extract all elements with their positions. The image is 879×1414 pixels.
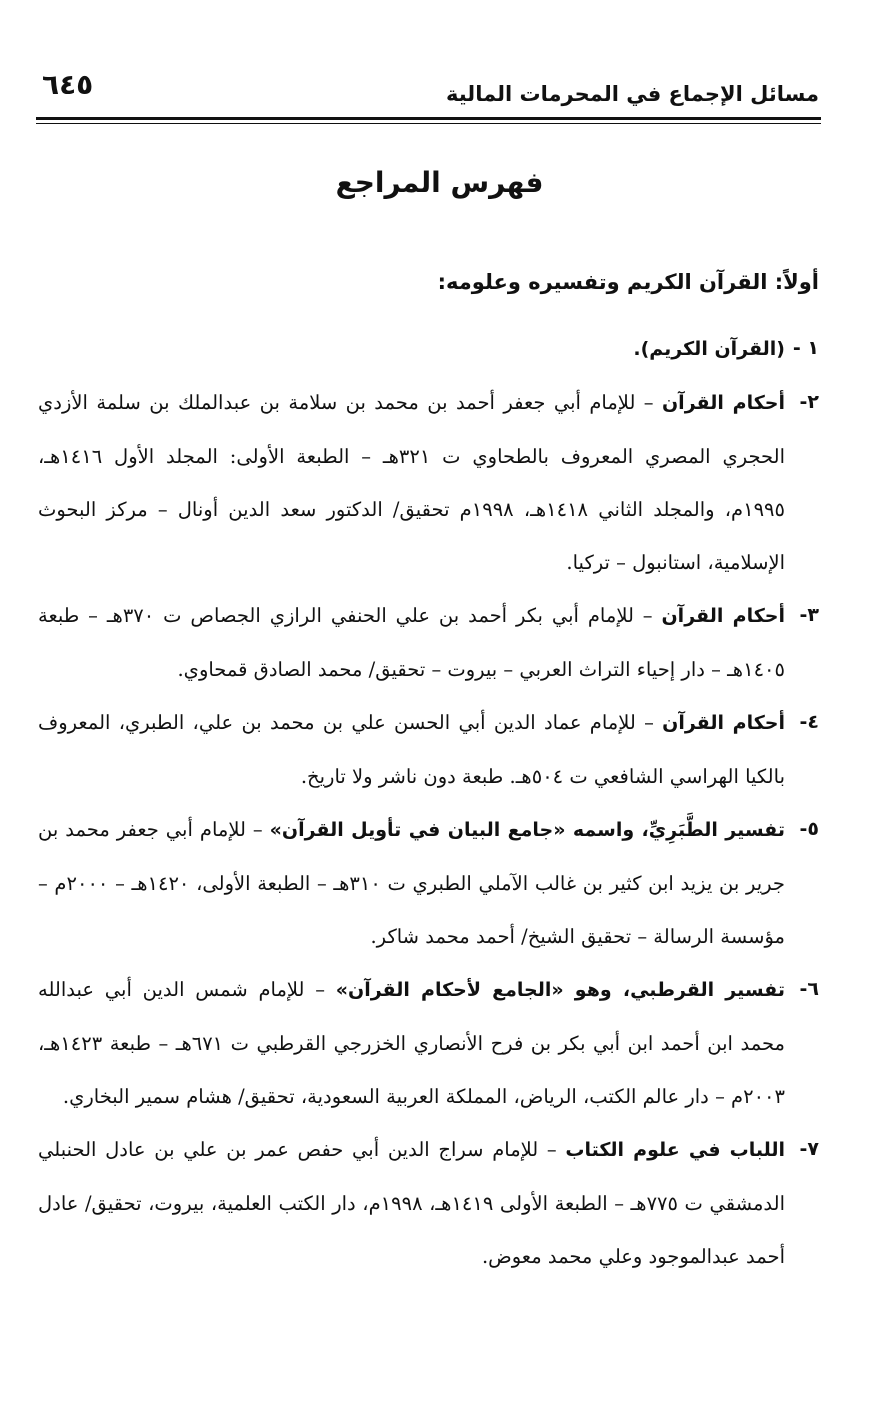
entry-title: أحكام القرآن xyxy=(662,712,785,734)
reference-entry xyxy=(38,322,819,376)
header-rule-thin xyxy=(36,123,821,124)
entry-number: ٥- xyxy=(799,818,819,840)
reference-entry xyxy=(38,1123,819,1283)
page-number: ٦٤٥ xyxy=(42,68,94,101)
header-rule xyxy=(36,117,821,120)
entry-body: – للإمام أبي جعفر أحمد بن محمد بن سلامة بن عبدالملك بن سلمة الأزدي الحجري المصري المعروف بالطحاوي ت ٣٢١هـ – الطبعة الأولى: المجلد الأول ١٤١٦هـ، ١٩٩٥م، والمجلد الثاني ١٤١٨هـ، ١٩٩٨م تحقيق/ الدكتور سعد الدين أونال – مركز البحوث الإسلامية، استانبول – تركيا. xyxy=(38,391,785,574)
entry-number: ٤- xyxy=(799,711,819,733)
entry-body: – للإمام عماد الدين أبي الحسن علي بن محمد بن علي، الطبري، المعروف بالكيا الهراسي الشافعي ت ٥٠٤هـ. طبعة دون ناشر ولا تاريخ. xyxy=(38,711,785,788)
entry-title: (القرآن الكريم). xyxy=(633,338,785,360)
entry-title: تفسير الطَّبَرِيِّ، واسمه «جامع البيان في تأويل القرآن» xyxy=(269,819,785,841)
entry-number: ٣- xyxy=(799,604,819,626)
entry-number: ١ - xyxy=(792,337,819,359)
entry-title: تفسير القرطبي، وهو «الجامع لأحكام القرآن» xyxy=(335,979,785,1001)
entry-body: – للإمام أبي جعفر محمد بن جرير بن يزيد ابن كثير بن غالب الآملي الطبري ت ٣١٠هـ – الطبعة الأولى، ١٤٢٠هـ – ٢٠٠٠م – مؤسسة الرسالة – تحقيق الشيخ/ أحمد محمد شاكر. xyxy=(38,818,785,948)
reference-entry xyxy=(38,696,819,803)
reference-entry xyxy=(38,963,819,1123)
page-title: فهرس المراجع xyxy=(335,166,544,199)
reference-entry xyxy=(38,803,819,963)
reference-entry xyxy=(38,376,819,589)
reference-entry xyxy=(38,589,819,696)
entry-number: ٢- xyxy=(799,391,819,413)
entry-body: – للإمام سراج الدين أبي حفص عمر بن علي بن عادل الحنبلي الدمشقي ت ٧٧٥هـ – الطبعة الأولى ١٤١٩هـ، ١٩٩٨م، دار الكتب العلمية، بيروت، تحقيق/ عادل أحمد عبدالموجود وعلي محمد معوض. xyxy=(38,1138,786,1268)
entry-body: – للإمام أبي بكر أحمد بن علي الحنفي الرازي الجصاص ت ٣٧٠هـ – طبعة ١٤٠٥هـ – دار إحياء التراث العربي – بيروت – تحقيق/ محمد الصادق قمحاوي. xyxy=(38,604,785,681)
entry-title: أحكام القرآن xyxy=(661,605,785,627)
references-list xyxy=(38,322,819,1283)
entry-number: ٧- xyxy=(799,1138,819,1160)
entry-title: أحكام القرآن xyxy=(661,392,785,414)
running-title: مسائل الإجماع في المحرمات المالية xyxy=(446,82,819,106)
running-header xyxy=(38,68,819,118)
entry-body: – للإمام شمس الدين أبي عبدالله محمد ابن أحمد ابن أبي بكر بن فرح الأنصاري الخزرجي القرطبي ت ٦٧١هـ – طبعة ١٤٢٣هـ، ٢٠٠٣م – دار عالم الكتب، الرياض، المملكة العربية السعودية، تحقيق/ هشام سمير البخاري. xyxy=(38,978,786,1108)
entry-title: اللباب في علوم الكتاب xyxy=(565,1139,785,1161)
entry-number: ٦- xyxy=(799,978,819,1000)
section-heading: أولاً: القرآن الكريم وتفسيره وعلومه: xyxy=(437,270,819,294)
